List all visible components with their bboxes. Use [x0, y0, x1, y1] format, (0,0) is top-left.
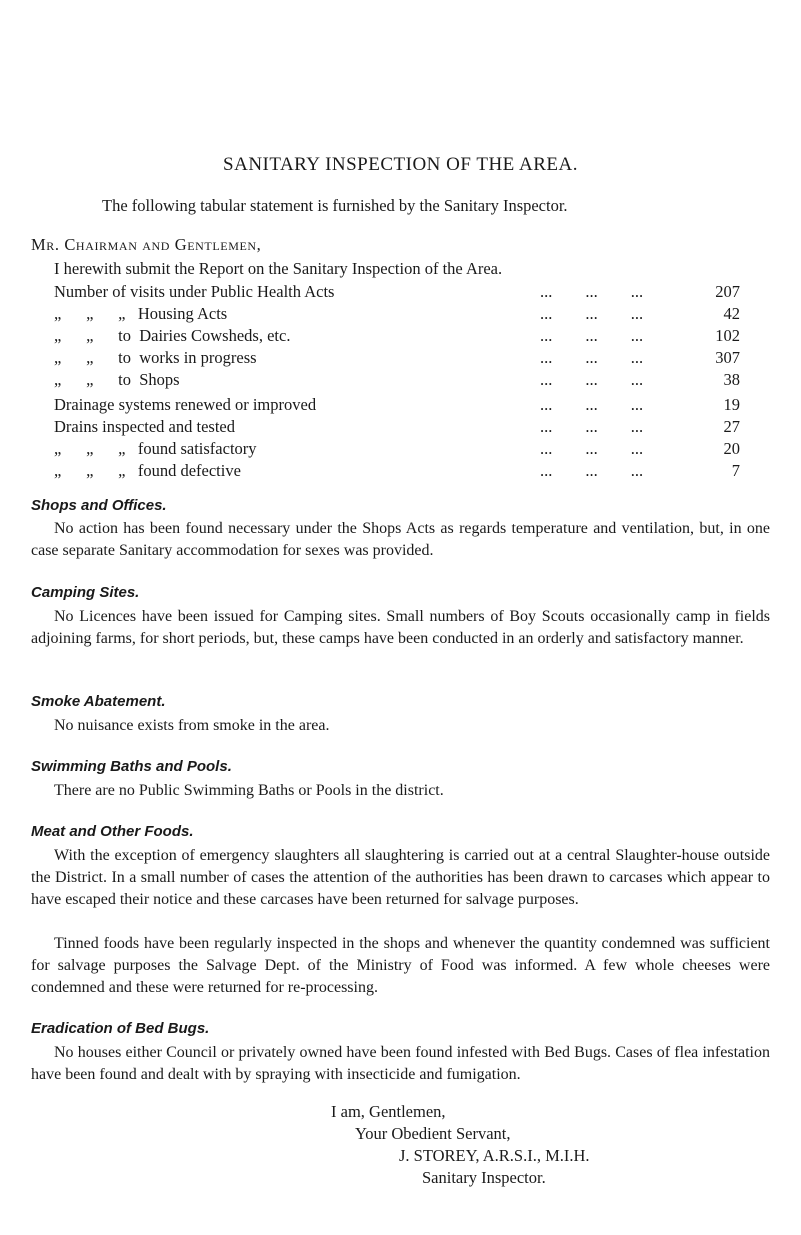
stat-label: „ „ to Dairies Cowsheds, etc.: [54, 326, 291, 345]
stat-label: „ „ „ found defective: [54, 461, 241, 480]
section-text-camping: No Licences have been issued for Camping sites. Small numbers of Boy Scouts occasionally camp in fields adjoining farms, for short periods, but, these camps have been conducted in an orderly and satisfactory manner.: [31, 608, 770, 647]
section-text-swimming: There are no Public Swimming Baths or Pools in the district.: [54, 782, 444, 799]
stat-leader: ... ... ...: [540, 370, 644, 389]
stat-leader: ... ... ...: [540, 439, 644, 458]
stat-label: Drainage systems renewed or improved: [54, 395, 317, 414]
stat-value: 19: [723, 395, 740, 414]
section-heading-camping: Camping Sites.: [31, 584, 140, 601]
stat-value: 207: [715, 282, 740, 301]
section-heading-shops: Shops and Offices.: [31, 497, 167, 514]
stat-leader: ... ... ...: [540, 282, 644, 301]
stat-leader: ... ... ...: [540, 395, 644, 414]
stat-value: 27: [723, 417, 740, 436]
stat-row: [0, 417, 801, 439]
stat-row: [0, 304, 801, 326]
stat-row: [0, 348, 801, 370]
stat-value: 307: [715, 348, 740, 367]
stat-row: [0, 326, 801, 348]
stat-value: 7: [731, 461, 740, 480]
stat-row: [0, 461, 801, 483]
stat-label: „ „ „ found satisfactory: [54, 439, 257, 458]
closing-servant: Your Obedient Servant,: [355, 1124, 511, 1143]
section-heading-meat: Meat and Other Foods.: [31, 823, 194, 840]
signature-name: J. STOREY, A.R.S.I., M.I.H.: [399, 1146, 590, 1165]
stat-leader: ... ... ...: [540, 417, 644, 436]
stat-value: 20: [723, 439, 740, 458]
section-text-smoke: No nuisance exists from smoke in the area.: [54, 717, 330, 734]
stat-row: [0, 439, 801, 461]
signature-title: Sanitary Inspector.: [422, 1168, 546, 1187]
intro-text: The following tabular statement is furnished by the Sanitary Inspector.: [102, 196, 568, 215]
section-heading-swimming: Swimming Baths and Pools.: [31, 758, 232, 775]
stat-row: [0, 282, 801, 304]
page-title: SANITARY INSPECTION OF THE AREA.: [223, 154, 578, 175]
closing-greeting: I am, Gentlemen,: [331, 1102, 446, 1121]
section-heading-bedbugs: Eradication of Bed Bugs.: [31, 1020, 210, 1037]
section-text-meat: With the exception of emergency slaughters all slaughtering is carried out at a central Slaughter-house outside the District. In a small number of cases the attention of the authorities has been drawn to carcases which appear to have escaped their notice and these carcases have been returned for salvage purposes.: [31, 847, 770, 908]
stat-value: 38: [723, 370, 740, 389]
stat-label: „ „ to works in progress: [54, 348, 257, 367]
stat-label: Drains inspected and tested: [54, 417, 235, 436]
salutation: Mr. Chairman and Gentlemen,: [31, 235, 262, 254]
section-text-shops: No action has been found necessary under the Shops Acts as regards temperature and ventilation, but, in one case separate Sanitary accommodation for sexes was provided.: [31, 520, 770, 559]
stat-value: 42: [723, 304, 740, 323]
stat-row: [0, 370, 801, 392]
stat-label: „ „ to Shops: [54, 370, 180, 389]
stat-value: 102: [715, 326, 740, 345]
section-text-meat-2: Tinned foods have been regularly inspected in the shops and whenever the quantity condemned was sufficient for salvage purposes the Salvage Dept. of the Ministry of Food was informed. A few whole cheeses were condemned and these were returned for re-processing.: [31, 935, 770, 996]
stat-leader: ... ... ...: [540, 461, 644, 480]
stat-leader: ... ... ...: [540, 304, 644, 323]
submit-line: I herewith submit the Report on the Sanitary Inspection of the Area.: [54, 259, 503, 278]
stat-leader: ... ... ...: [540, 348, 644, 367]
section-text-bedbugs: No houses either Council or privately owned have been found infested with Bed Bugs. Cases of flea infestation have been found and dealt with by spraying with insecticide and fumigation.: [31, 1044, 770, 1083]
stat-label: Number of visits under Public Health Acts: [54, 282, 335, 301]
section-heading-smoke: Smoke Abatement.: [31, 693, 166, 710]
stat-row: [0, 395, 801, 417]
stat-leader: ... ... ...: [540, 326, 644, 345]
stat-label: „ „ „ Housing Acts: [54, 304, 228, 323]
